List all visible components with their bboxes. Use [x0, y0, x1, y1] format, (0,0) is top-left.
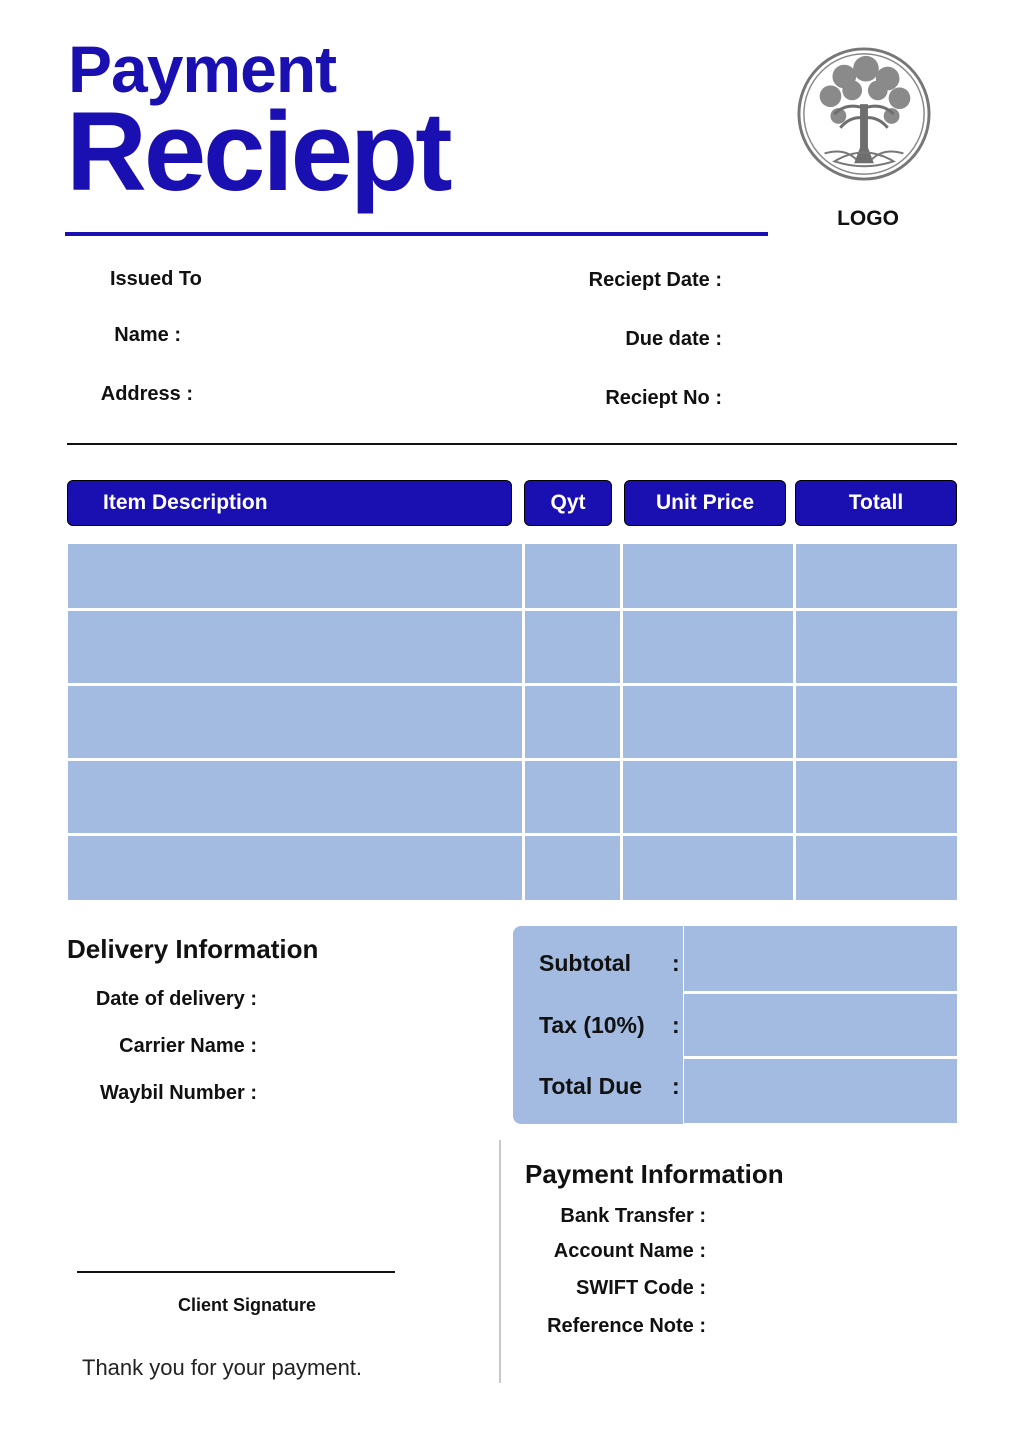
thank-you-message: Thank you for your payment.: [82, 1355, 363, 1380]
signature-line[interactable]: [77, 1271, 395, 1273]
table-cell[interactable]: [623, 686, 793, 758]
name-label: Name :: [114, 324, 181, 346]
table-cell[interactable]: [623, 611, 793, 683]
column-header-unit-price: [624, 480, 786, 526]
tax-value-field[interactable]: [684, 994, 957, 1056]
receipt-number-label: Reciept No :: [605, 387, 722, 409]
total-due-value-field[interactable]: [684, 1059, 957, 1123]
column-header-qty: [524, 480, 612, 526]
subtotal-colon: :: [672, 950, 680, 976]
carrier-name-label: Carrier Name :: [119, 1035, 257, 1057]
table-cell[interactable]: [623, 761, 793, 833]
issued-to-heading: Issued To: [110, 268, 202, 290]
items-table: [68, 544, 957, 900]
column-header-label: Totall: [848, 491, 904, 514]
table-cell[interactable]: [525, 761, 620, 833]
payment-heading: Payment Information: [525, 1159, 784, 1189]
delivery-heading: Delivery Information: [67, 934, 319, 964]
table-cell[interactable]: [68, 611, 522, 683]
total-due-colon: :: [672, 1073, 680, 1099]
table-cell[interactable]: [68, 686, 522, 758]
waybill-number-label: Waybil Number :: [99, 1082, 257, 1104]
receipt-date-label: Reciept Date :: [588, 269, 722, 291]
table-cell[interactable]: [796, 761, 957, 833]
delivery-date-label: Date of delivery :: [95, 988, 257, 1010]
table-cell[interactable]: [623, 836, 793, 900]
title-line-1: Payment: [68, 32, 337, 106]
table-cell[interactable]: [796, 686, 957, 758]
table-cell[interactable]: [68, 836, 522, 900]
reference-note-label: Reference Note :: [547, 1315, 706, 1337]
table-cell[interactable]: [525, 686, 620, 758]
table-cell[interactable]: [525, 544, 620, 608]
swift-code-label: SWIFT Code :: [576, 1277, 706, 1299]
due-date-label: Due date :: [625, 328, 722, 350]
column-header-item-description: [67, 480, 512, 526]
table-cell[interactable]: [796, 836, 957, 900]
title-divider: [65, 232, 768, 236]
address-label: Address :: [100, 383, 193, 405]
subtotal-label: Subtotal: [539, 950, 631, 976]
total-due-label: Total Due: [539, 1073, 643, 1099]
title-line-2: Reciept: [66, 89, 450, 214]
tax-label: Tax (10%): [539, 1012, 645, 1038]
client-signature-label: Client Signature: [177, 1295, 316, 1315]
logo-label: LOGO: [837, 207, 899, 230]
table-cell[interactable]: [68, 544, 522, 608]
column-header-total: [795, 480, 957, 526]
column-header-label: Unit Price: [655, 491, 755, 514]
section-divider: [67, 443, 957, 445]
subtotal-value-field[interactable]: [684, 926, 957, 991]
table-cell[interactable]: [525, 836, 620, 900]
table-cell[interactable]: [525, 611, 620, 683]
tax-colon: :: [672, 1012, 680, 1038]
table-cell[interactable]: [796, 544, 957, 608]
column-header-label: Qyt: [550, 491, 586, 514]
table-cell[interactable]: [796, 611, 957, 683]
bank-transfer-label: Bank Transfer :: [560, 1205, 706, 1227]
table-cell[interactable]: [68, 761, 522, 833]
account-name-label: Account Name :: [553, 1240, 706, 1262]
column-header-label: Item Description: [103, 491, 268, 514]
table-cell[interactable]: [623, 544, 793, 608]
tree-of-life-logo-icon: [795, 45, 933, 183]
